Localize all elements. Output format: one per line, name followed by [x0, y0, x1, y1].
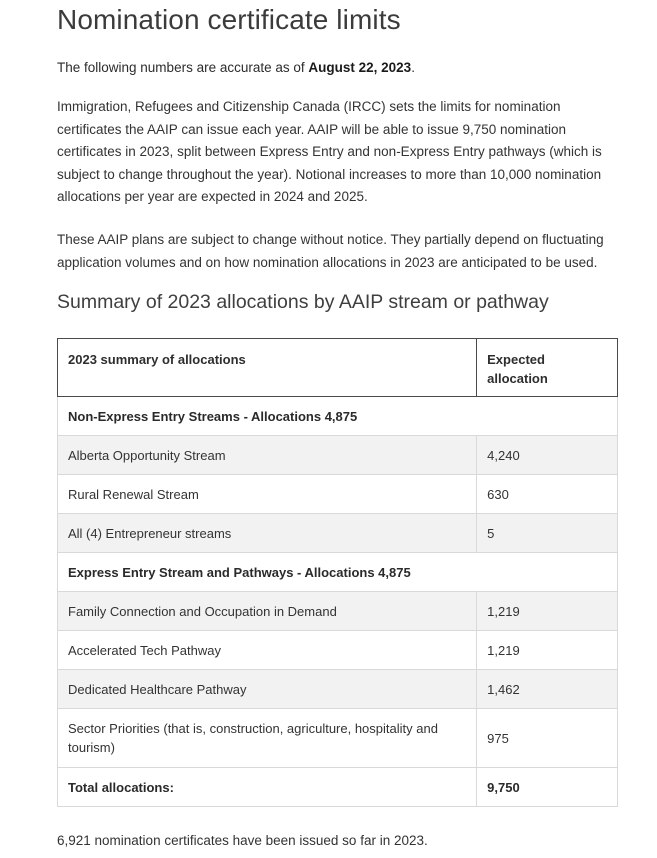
stream-name: Alberta Opportunity Stream: [58, 436, 477, 475]
stream-name: All (4) Entrepreneur streams: [58, 514, 477, 553]
table-row: [58, 475, 618, 514]
section-row-express: [58, 553, 618, 592]
allocations-table: [57, 338, 618, 807]
allocation-value: 630: [477, 475, 618, 514]
stream-name-line: tourism): [68, 740, 115, 755]
table-row: [58, 514, 618, 553]
total-value: 9,750: [477, 768, 618, 807]
paragraph-line: certificates in 2023, split between Express Entry and non-Express Entry pathways (which is: [57, 144, 602, 159]
table-row: [58, 709, 618, 768]
as-of-date: August 22, 2023: [308, 60, 412, 75]
table-row: [58, 670, 618, 709]
paragraph-line: certificates the AAIP can issue each year. AAIP will be able to issue 9,750 nomination: [57, 121, 567, 137]
paragraph-line: These AAIP plans are subject to change without notice. They partially depend on fluctuating: [57, 232, 604, 247]
total-label: Total allocations:: [58, 768, 477, 807]
as-of-suffix: .: [411, 60, 415, 75]
table-row: [58, 631, 618, 670]
section-label: Non-Express Entry Streams - Allocations 4,875: [58, 397, 618, 436]
paragraph-line: application volumes and on how nomination allocations in 2023 are anticipated to be used.: [57, 254, 598, 270]
summary-heading: Summary of 2023 allocations by AAIP stream or pathway: [57, 291, 549, 313]
allocation-value: 1,219: [477, 592, 618, 631]
as-of-prefix: The following numbers are accurate as of: [57, 60, 309, 75]
stream-name: Dedicated Healthcare Pathway: [58, 670, 477, 709]
allocation-value: 1,219: [477, 631, 618, 670]
allocation-value: 1,462: [477, 670, 618, 709]
paragraph-line: subject to change throughout the year). Notional increases to more than 10,000 nomination: [57, 166, 602, 182]
ircc-limits-paragraph: [57, 96, 617, 209]
header-line: allocation: [487, 371, 548, 386]
allocation-value: 975: [477, 709, 618, 768]
paragraph-line: Immigration, Refugees and Citizenship Canada (IRCC) sets the limits for nomination: [57, 99, 561, 114]
header-summary: 2023 summary of allocations: [58, 339, 477, 397]
header-expected-allocation: [477, 339, 618, 397]
stream-name: Family Connection and Occupation in Demand: [58, 592, 477, 631]
table-row: [58, 436, 618, 475]
stream-name-line: Sector Priorities (that is, construction, agriculture, hospitality and: [68, 721, 438, 736]
as-of-paragraph: [57, 58, 415, 78]
total-row: [58, 768, 618, 807]
header-line: Expected: [487, 352, 545, 367]
page-title: Nomination certificate limits: [57, 4, 401, 35]
table-row: [58, 592, 618, 631]
stream-name: [58, 709, 477, 768]
table-header-row: [58, 339, 618, 397]
allocation-value: 5: [477, 514, 618, 553]
stream-name: Rural Renewal Stream: [58, 475, 477, 514]
allocation-value: 4,240: [477, 436, 618, 475]
section-label: Express Entry Stream and Pathways - Allocations 4,875: [58, 553, 618, 592]
section-row-non-express: [58, 397, 618, 436]
issued-so-far-text: 6,921 nomination certificates have been issued so far in 2023.: [57, 833, 428, 848]
stream-name: Accelerated Tech Pathway: [58, 631, 477, 670]
plans-change-paragraph: [57, 229, 617, 274]
paragraph-line: allocations per year are expected in 2024 and 2025.: [57, 189, 368, 204]
